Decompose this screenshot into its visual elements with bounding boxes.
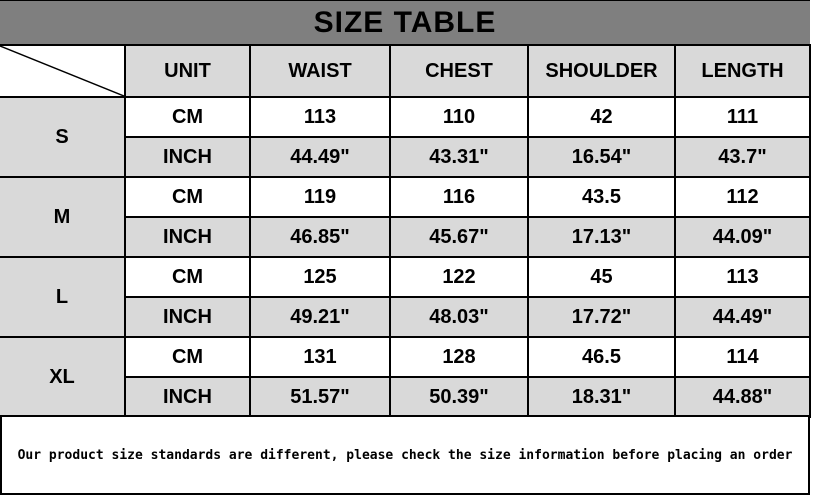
value-cell: 44.49" <box>250 137 390 177</box>
size-label-m: M <box>0 177 125 257</box>
value-cell: 46.85" <box>250 217 390 257</box>
value-cell: 112 <box>675 177 810 217</box>
value-cell: 17.72" <box>528 297 675 337</box>
value-cell: 50.39" <box>390 377 528 417</box>
note-box <box>0 415 810 495</box>
size-label-s: S <box>0 97 125 177</box>
row-xl-cm <box>0 337 810 377</box>
row-l-cm <box>0 257 810 297</box>
value-cell: 43.7" <box>675 137 810 177</box>
value-cell: 122 <box>390 257 528 297</box>
value-cell: 49.21" <box>250 297 390 337</box>
value-cell: 51.57" <box>250 377 390 417</box>
value-cell: 125 <box>250 257 390 297</box>
value-cell: 44.88" <box>675 377 810 417</box>
col-header-chest: CHEST <box>390 45 528 97</box>
unit-cell-cm: CM <box>125 97 250 137</box>
value-cell: 42 <box>528 97 675 137</box>
value-cell: 111 <box>675 97 810 137</box>
unit-cell-inch: INCH <box>125 137 250 177</box>
row-s-cm <box>0 97 810 137</box>
value-cell: 128 <box>390 337 528 377</box>
col-header-shoulder: SHOULDER <box>528 45 675 97</box>
col-header-waist: WAIST <box>250 45 390 97</box>
diagonal-line-icon <box>0 46 124 96</box>
value-cell: 48.03" <box>390 297 528 337</box>
page-title: SIZE TABLE <box>0 0 810 44</box>
value-cell: 16.54" <box>528 137 675 177</box>
unit-cell-inch: INCH <box>125 297 250 337</box>
value-cell: 45 <box>528 257 675 297</box>
col-header-length: LENGTH <box>675 45 810 97</box>
value-cell: 44.49" <box>675 297 810 337</box>
value-cell: 110 <box>390 97 528 137</box>
value-cell: 114 <box>675 337 810 377</box>
value-cell: 44.09" <box>675 217 810 257</box>
unit-cell-cm: CM <box>125 337 250 377</box>
row-m-cm <box>0 177 810 217</box>
value-cell: 18.31" <box>528 377 675 417</box>
col-header-unit: UNIT <box>125 45 250 97</box>
unit-cell-cm: CM <box>125 257 250 297</box>
value-cell: 116 <box>390 177 528 217</box>
value-cell: 119 <box>250 177 390 217</box>
size-label-xl: XL <box>0 337 125 417</box>
header-row <box>0 45 810 97</box>
size-label-l: L <box>0 257 125 337</box>
value-cell: 113 <box>675 257 810 297</box>
unit-cell-cm: CM <box>125 177 250 217</box>
value-cell: 43.31" <box>390 137 528 177</box>
value-cell: 43.5 <box>528 177 675 217</box>
diagonal-corner-cell <box>0 45 125 97</box>
unit-cell-inch: INCH <box>125 377 250 417</box>
value-cell: 113 <box>250 97 390 137</box>
value-cell: 45.67" <box>390 217 528 257</box>
value-cell: 17.13" <box>528 217 675 257</box>
size-table <box>0 44 811 418</box>
value-cell: 131 <box>250 337 390 377</box>
note-text: Our product size standards are different, please check the size information before placing an order <box>17 447 793 463</box>
unit-cell-inch: INCH <box>125 217 250 257</box>
value-cell: 46.5 <box>528 337 675 377</box>
